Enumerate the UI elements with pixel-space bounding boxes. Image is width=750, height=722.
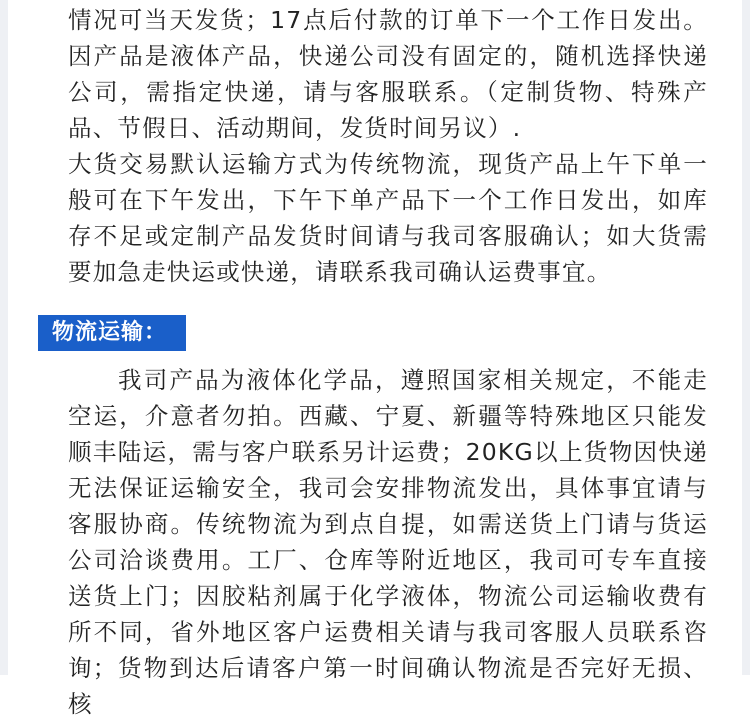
- bulk-shipping-paragraph: 大货交易默认运输方式为传统物流，现货产品上午下单一般可在下午发出，下午下单产品下一个工作日发出，如库存不足或定制产品发货时间请与我司客服确认；如大货需要加急走快运或快递，请联系我司确认运费事宜。: [68, 150, 708, 286]
- logistics-paragraph: 我司产品为液体化学品，遵照国家相关规定，不能走空运，介意者勿拍。西藏、宁夏、新疆等特殊地区只能发顺丰陆运，需与客户联系另计运费；20KG以上货物因快递无法保证运输安全，我司会安排物流发出，具体事宜请与客服协商。传统物流为到点自提，如需送货上门请与货运公司洽谈费用。工厂、仓库等附近地区，我司可专车直接送货上门；因胶粘剂属于化学液体，物流公司运输收费有所不同，省外地区客户运费相关请与我司客服人员联系咨询；: [68, 366, 708, 682]
- left-margin-strip: [0, 0, 8, 675]
- right-margin-strip: [742, 0, 750, 675]
- logistics-section-header: 物流运输：: [38, 315, 186, 351]
- delivery-check-paragraph: 货物到达后请客户第一时间确认物流是否完好无损、核: [68, 654, 708, 718]
- shipping-time-paragraph: 情况可当天发货；17点后付款的订单下一个工作日发出。因产品是液体产品，快递公司没有固定的，随机选择快递公司，需指定快递，请与客服联系。（定制货物、特殊产品、节假日、活动期间，发货时间另议）.: [68, 6, 708, 142]
